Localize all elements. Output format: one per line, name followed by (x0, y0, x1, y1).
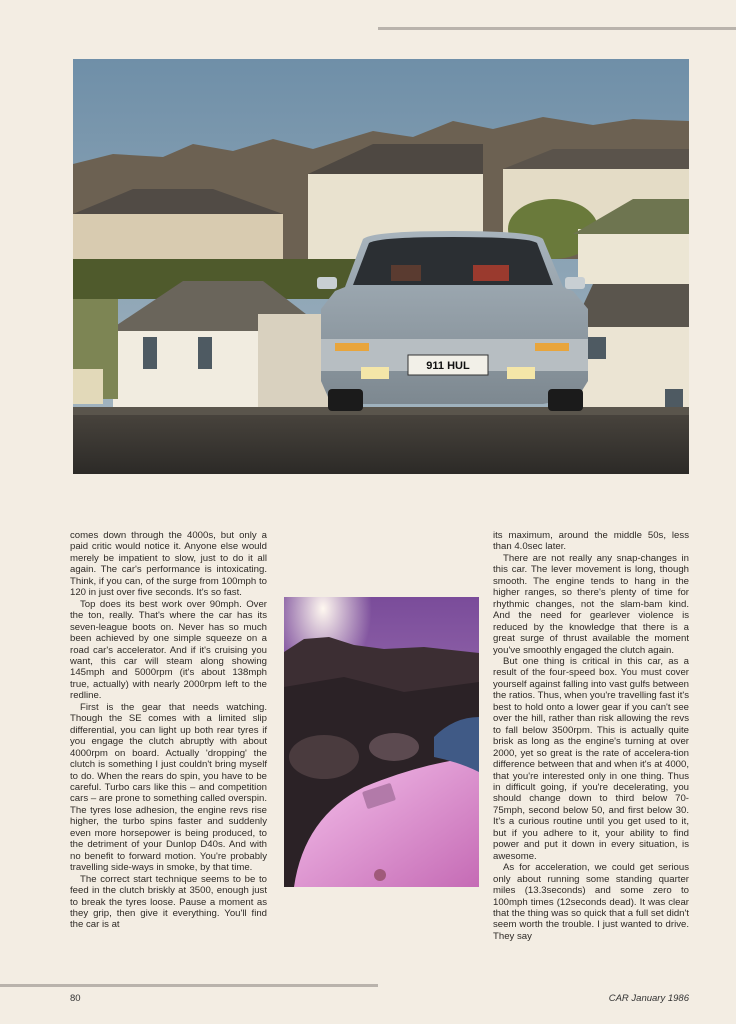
magazine-issue: CAR January 1986 (608, 993, 689, 1004)
paragraph: Top does its best work over 90mph. Over the ton, really. That's where the car has its seven-league boots on. Never has so much been achieved by one simple squeeze on a road car's accelerator. And if it's cruising you want, this car will steam along showing 145mph and 5000rpm (it's about 138mph true, actually) with nearly 2000rpm left to the redline. (70, 598, 267, 702)
article-column-right (493, 530, 689, 942)
paragraph: First is the gear that needs watching. Though the SE comes with a limited slip differential, you can light up both rear tyres if you engage the clutch abruptly with about 4000rpm on board. Actually 'dropping' the clutch is something I just couldn't bring myself to do. When the rears do spin, you have to be careful. Turbo cars like this – and competition cars – are prone to something called overspin. The tyres lose adhesion, the engine revs rise higher, the turbo spins faster and suddenly even more horsepower is being produced, to the detriment of your Dunlop D40s. And with no benefit to forward motion. You're probably travelling side-ways in smoke, by that time. (70, 701, 267, 874)
paragraph: There are not really any snap-changes in this car. The lever movement is long, though smooth. The engine tends to hang in the higher ranges, so there's plenty of time for rhythmic changes, not the slam-bam kind. And the need for gearlever violence is reduced by the knowledge that there is a great surge of thrust available the moment you've smoothly engaged the clutch again. (493, 552, 689, 656)
porsche-house-photo (73, 59, 689, 474)
paragraph: its maximum, around the middle 50s, less than 4.0sec later. (493, 530, 689, 553)
bottom-rule (0, 984, 378, 987)
paragraph: But one thing is critical in this car, as a result of the four-speed box. You must cover yourself against falling into vast gulfs between the ratios. Thus, when you're travelling fast it's best to hold onto a lower gear if you can't see over the hill, rather than risk allowing the revs to fall below 3500rpm. This is actually quite brisk as long as the engine's turning at over 2000, yet so great is the rate of accelera-tion difference between that and when it's at 4000, that you're interested only in one thing. Thus in difficult going, if you're decelerating, you should change down to third below 70-75mph, second below 50, and first below 30. It's a curious routine until you get used to it, but if you adhere to it, your ability to find power and put it down in every situation, is awesome. (493, 655, 689, 862)
porsche-bonnet-photo (284, 597, 479, 887)
paragraph: The correct start technique seems to be to feed in the clutch briskly at 3500, enough just to break the tyres loose. Pause a moment as they grip, then give it everything. You'll find the car is at (70, 873, 267, 931)
paragraph: As for acceleration, we could get serious only about running some standing quarter miles (13.3seconds) and some zero to 100mph times (12seconds dead). It was clear that the thing was so quick that a full set didn't seem worth the trouble. I just wanted to drive. They say (493, 862, 689, 942)
top-rule (378, 27, 736, 30)
paragraph: comes down through the 4000s, but only a paid critic would notice it. Anyone else would merely be impatient to slow, just to do it all again. The car's performance is intoxicating. Think, if you can, of the surge from 100mph to 120 in just over five seconds. It's so fast. (70, 530, 267, 599)
number-plate: 911 HUL (426, 360, 470, 372)
page-number: 80 (70, 993, 81, 1004)
article-column-left (70, 530, 267, 931)
